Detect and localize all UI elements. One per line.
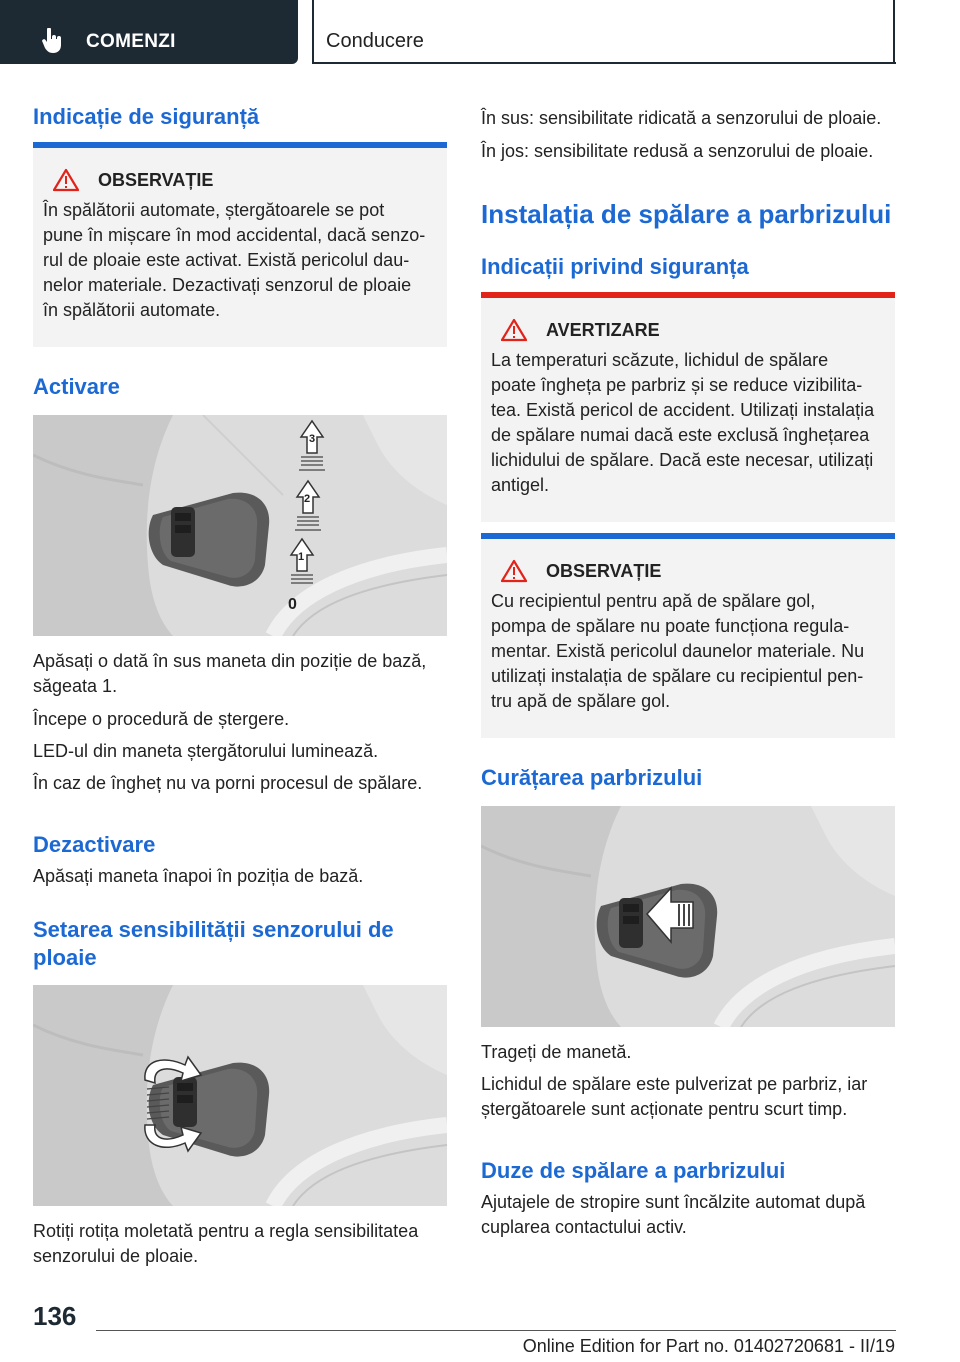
warning-text <box>491 348 885 498</box>
warning-line: antigel. <box>491 475 550 495</box>
sensitivity-heading-line: ploaie <box>33 945 97 970</box>
edition-footer: Online Edition for Part no. 01402720681 - II/19 <box>522 1336 895 1356</box>
notice-header <box>43 168 437 192</box>
thumbwheel-illustration <box>33 985 447 1206</box>
up-sensitivity-text: În sus: sensibilitate ridicată a senzorului de ploaie. <box>481 108 882 128</box>
notice-line: rul de ploaie este activat. Există pericolul dau- <box>43 250 410 270</box>
page-number: 136 <box>33 1301 77 1331</box>
arrow-2-label: 2 <box>304 493 311 505</box>
activation-paragraph-3: LED-ul din maneta ștergătorului luminează. <box>33 741 379 761</box>
nozzles-line: cuplarea contactului activ. <box>481 1217 687 1237</box>
cleaning-line: ștergătoarele sunt acționate pentru scurt timp. <box>481 1099 848 1119</box>
thumbwheel-figure <box>33 985 447 1206</box>
activation-line: săgeata 1. <box>33 676 118 696</box>
sensitivity-line: senzorului de ploaie. <box>33 1246 199 1266</box>
cleaning-line: Lichidul de spălare este pulverizat pe parbriz, iar <box>481 1074 868 1094</box>
hand-pointer-icon <box>42 28 64 54</box>
notice-line: utilizați instalația de spălare cu recipientul pen- <box>491 666 864 686</box>
cleaning-text <box>481 1072 895 1122</box>
down-sensitivity-text: În jos: sensibilitate redusă a senzorului de ploaie. <box>481 141 874 161</box>
warning-triangle-icon <box>501 559 527 583</box>
notice-line: pompa de spălare nu poate funcționa regula- <box>491 616 850 636</box>
nozzles-heading: Duze de spălare a parbrizului <box>481 1158 786 1183</box>
header-rule <box>312 62 896 64</box>
warning-header <box>491 318 885 342</box>
warning-label: AVERTIZARE <box>546 319 660 340</box>
notice-line: Cu recipientul pentru apă de spălare gol, <box>491 591 816 611</box>
sensitivity-heading <box>33 916 447 972</box>
notice-box-2 <box>481 533 895 738</box>
nozzles-text <box>481 1190 895 1240</box>
washer-heading: Instalația de spălare a parbrizului <box>481 199 892 229</box>
activation-heading: Activare <box>33 374 120 399</box>
warning-triangle-icon <box>53 168 79 192</box>
activation-text <box>33 649 447 699</box>
warning-box <box>481 292 895 522</box>
nozzles-line: Ajutajele de stropire sunt încălzite automat după <box>481 1192 866 1212</box>
section-tab[interactable] <box>0 0 298 64</box>
footer-rule <box>96 1330 896 1331</box>
notice-label: OBSERVAȚIE <box>546 560 662 581</box>
warning-line: poate îngheța pe parbriz și se reduce vizibilita- <box>491 375 863 395</box>
deactivation-heading: Dezactivare <box>33 832 156 857</box>
position-0-label: 0 <box>288 596 297 613</box>
warning-line: lichidului de spălare. Dacă este necesar, utilizați <box>491 450 874 470</box>
notice-line: pune în mișcare în mod accidental, dacă senzo- <box>43 225 426 245</box>
header-rule-end <box>893 0 895 64</box>
activation-paragraph-4: În caz de îngheț nu va porni procesul de spălare. <box>33 773 423 793</box>
notice-line: În spălătorii automate, ștergătoarele se pot <box>43 200 385 220</box>
notice-header <box>491 559 885 583</box>
cleaning-heading: Curățarea parbrizului <box>481 765 703 790</box>
notice-line: nelor materiale. Dezactivați senzorul de ploaie <box>43 275 412 295</box>
washer-safety-heading: Indicații privind siguranța <box>481 254 749 279</box>
notice-line: mentar. Există pericolul daunelor materiale. Nu <box>491 641 865 661</box>
notice-line: în spălătorii automate. <box>43 300 221 320</box>
safety-heading: Indicație de siguranță <box>33 104 260 129</box>
stalk-illustration <box>33 415 447 636</box>
section-tab-label: COMENZI <box>86 31 176 52</box>
notice-line: tru apă de spălare gol. <box>491 691 671 711</box>
activation-paragraph-2: Începe o procedură de ștergere. <box>33 709 290 729</box>
warning-triangle-icon <box>501 318 527 342</box>
sensitivity-line: Rotiți rotița moletată pentru a regla sensibilitatea <box>33 1221 419 1241</box>
deactivation-text: Apăsați maneta înapoi în poziția de bază. <box>33 866 364 886</box>
warning-line: La temperaturi scăzute, lichidul de spălare <box>491 350 829 370</box>
notice-box-1 <box>33 142 447 347</box>
arrow-1-label: 1 <box>298 551 305 563</box>
warning-line: de spălare numai dacă este exclusă înghețarea <box>491 425 870 445</box>
arrow-3-label: 3 <box>309 433 316 445</box>
pull-stalk-figure <box>481 806 895 1027</box>
sensitivity-text <box>33 1219 447 1269</box>
chapter-title: Conducere <box>326 30 424 52</box>
notice-text <box>43 198 437 323</box>
cleaning-paragraph-1: Trageți de manetă. <box>481 1042 632 1062</box>
notice-text <box>491 589 885 714</box>
pull-stalk-illustration <box>481 806 895 1027</box>
notice-label: OBSERVAȚIE <box>98 169 214 190</box>
stalk-activation-figure <box>33 415 447 636</box>
sensitivity-heading-line: Setarea sensibilității senzorului de <box>33 917 394 942</box>
warning-line: tea. Există pericol de accident. Utilizați instalația <box>491 400 875 420</box>
header-separator <box>312 0 314 64</box>
activation-line: Apăsați o dată în sus maneta din poziție de bază, <box>33 651 427 671</box>
